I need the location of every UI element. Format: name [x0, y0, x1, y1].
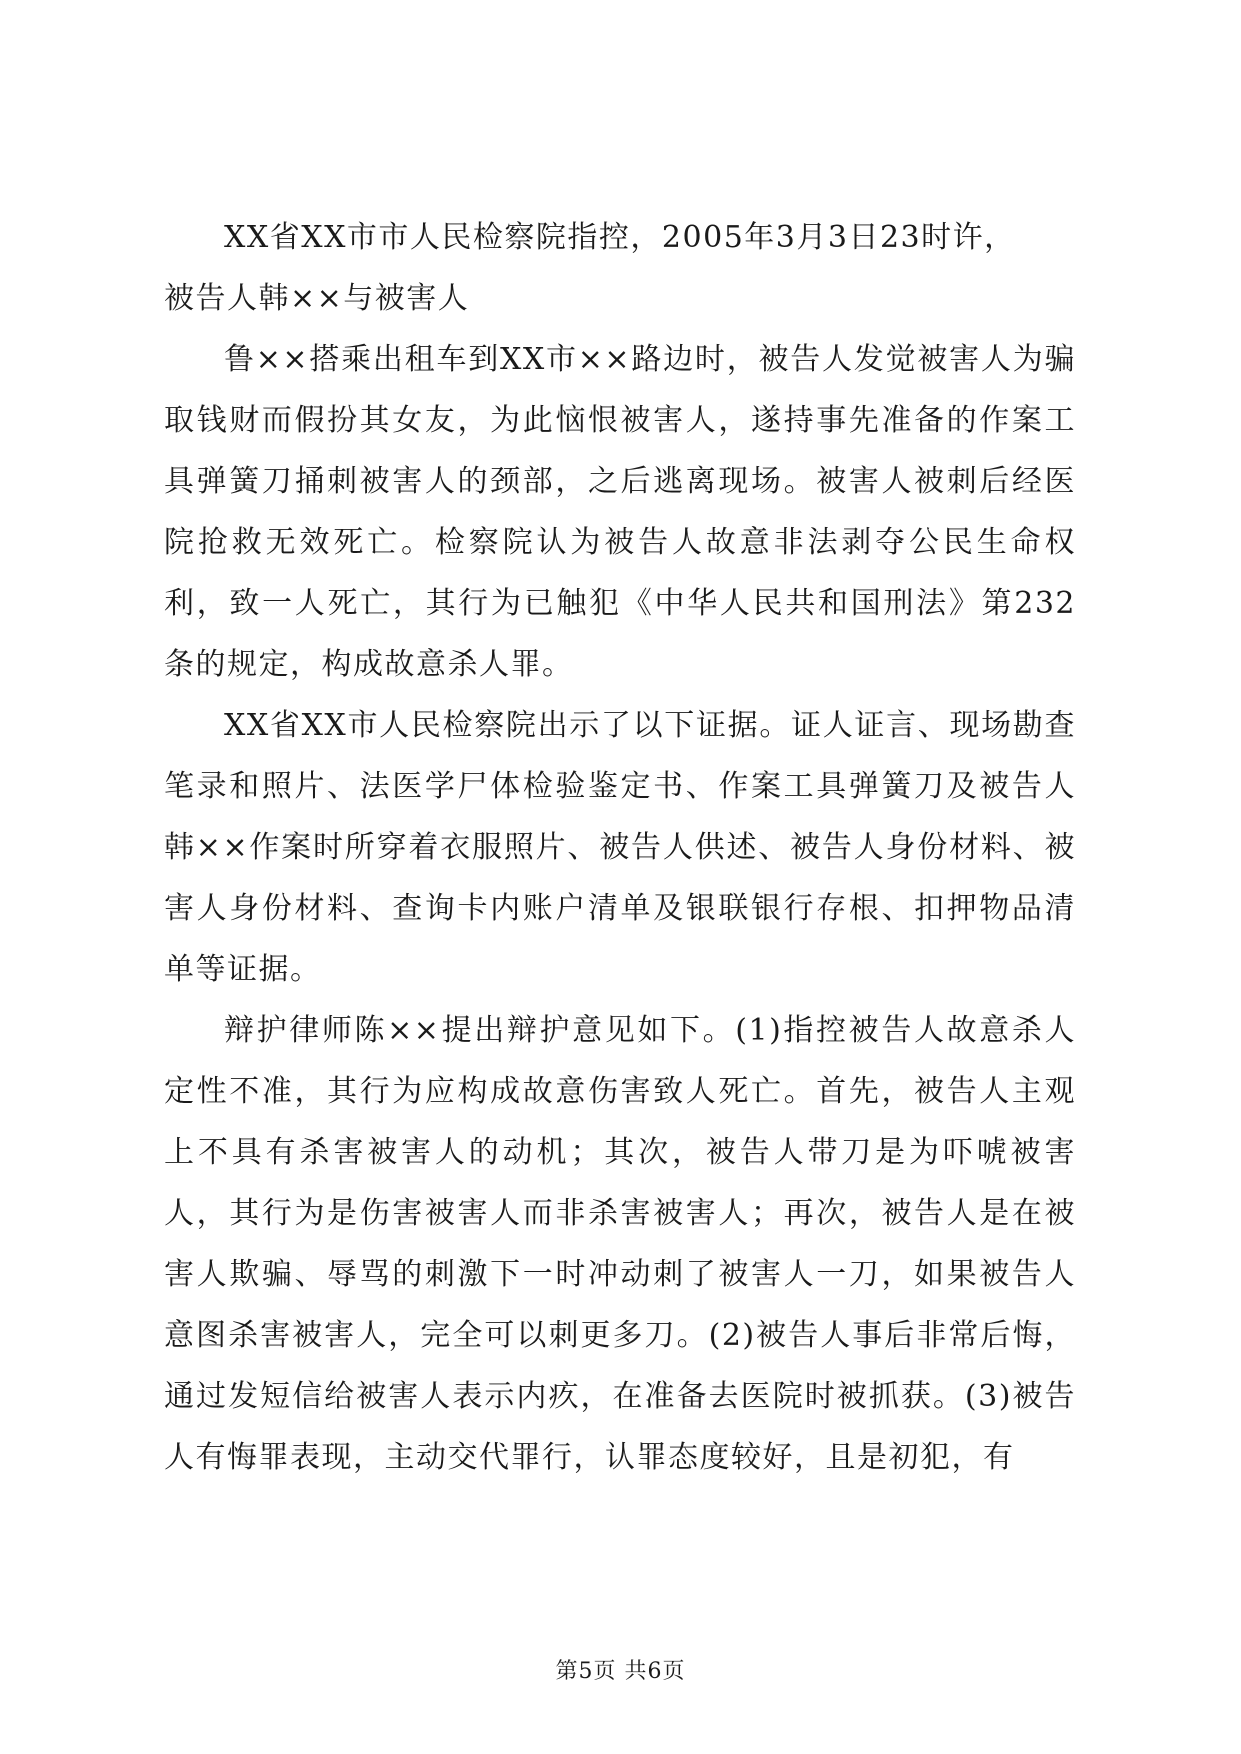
- paragraph-4: 辩护律师陈××提出辩护意见如下。(1)指控被告人故意杀人定性不准，其行为应构成故意伤害致人死亡。首先，被告人主观上不具有杀害被害人的动机；其次，被告人带刀是为吓唬被害人，其行为是伤害被害人而非杀害被害人；再次，被告人是在被害人欺骗、辱骂的刺激下一时冲动刺了被害人一刀，如果被告人意图杀害被害人，完全可以刺更多刀。(2)被告人事后非常后悔，通过发短信给被害人表示内疚，在准备去医院时被抓获。(3)被告人有悔罪表现，主动交代罪行，认罪态度较好，且是初犯，有: [164, 1013, 1076, 1475]
- paragraph-1: XX省XX市市人民检察院指控，2005年3月3日23时许，: [224, 220, 1016, 255]
- page-number-footer: 第5页 共6页: [555, 1659, 686, 1684]
- document-body: [164, 207, 1076, 1488]
- paragraph-1-continuation: 被告人韩××与被害人: [164, 281, 470, 316]
- paragraph-2: 鲁××搭乘出租车到XX市××路边时，被告人发觉被害人为骗取钱财而假扮其女友，为此恼恨被害人，遂持事先准备的作案工具弹簧刀捅刺被害人的颈部，之后逃离现场。被害人被刺后经医院抢救无效死亡。检察院认为被告人故意非法剥夺公民生命权利，致一人死亡，其行为已触犯《中华人民共和国刑法》第232条的规定，构成故意杀人罪。: [164, 342, 1076, 682]
- paragraph-3: XX省XX市人民检察院出示了以下证据。证人证言、现场勘查笔录和照片、法医学尸体检验鉴定书、作案工具弹簧刀及被告人韩××作案时所穿着衣服照片、被告人供述、被告人身份材料、被害人身份材料、查询卡内账户清单及银联银行存根、扣押物品清单等证据。: [164, 708, 1076, 987]
